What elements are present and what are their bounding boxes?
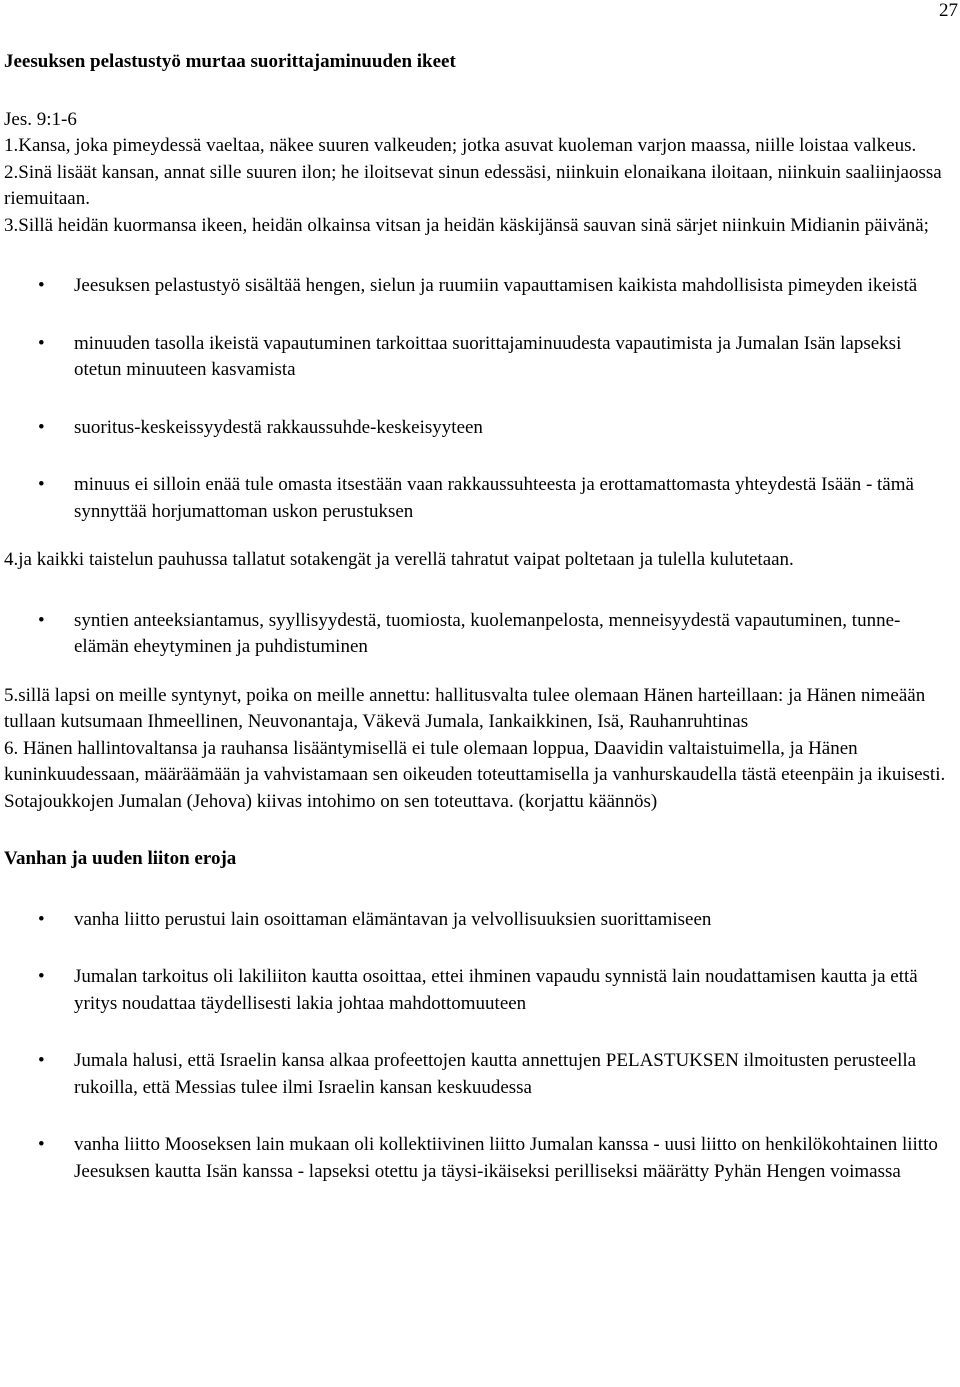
bullet-list-3 — [4, 907, 949, 1186]
list-item: • syntien anteeksiantamus, syyllisyydestä, tuomiosta, kuolemanpelosta, menneisyydestä vapautuminen, tunne-elämän eheytyminen ja puhdistuminen — [38, 609, 901, 657]
bullet-icon: • — [38, 1050, 45, 1071]
verse-5: 5.sillä lapsi on meille syntynyt, poika on meille annettu: hallitusvalta tulee olemaan Hänen harteillaan: ja Hänen nimeään tullaan kutsumaan Ihmeellinen, Neuvonantaja, Väkevä Jumala, Iankaikkinen, Isä, Rauhanruhtinas — [4, 684, 926, 732]
bullet-icon: • — [38, 332, 45, 354]
bullet-list-1 — [4, 273, 949, 525]
bullet-icon: • — [38, 609, 45, 631]
bullet-icon: • — [38, 1134, 45, 1155]
list-item: • minuus ei silloin enää tule omasta itsestään vaan rakkaussuhteesta ja erottamattomasta yhteydestä Isään - tämä synnyttää horjumattoman uskon perustuksen — [38, 474, 914, 522]
list-item: • vanha liitto perustui lain osoittaman elämäntavan ja velvollisuuksien suorittamiseen — [4, 907, 949, 934]
bullet-list-2 — [4, 608, 949, 661]
list-item: • vanha liitto Mooseksen lain mukaan oli kollektiivinen liitto Jumalan kanssa - uusi liitto on henkilökohtainen liitto Jeesuksen kautta Isän kanssa - lapseksi otettu ja täysi-ikäiseksi perilliseksi määrätty Pyhän Hengen voimassa — [38, 1134, 938, 1182]
verse-6: 6. Hänen hallintovaltansa ja rauhansa lisääntymisellä ei tule olemaan loppua, Daavidin valtaistuimella, ja Hänen kuninkuudessaan, määräämään ja vahvistamaan sen oikeuden toteuttamisella ja vanhurskaudella tästä eteenpäin ja ikuisesti. Sotajoukkojen Jumalan (Jehova) kiivas intohimo on sen toteuttava. (korjattu käännös) — [4, 737, 946, 812]
document-body — [4, 49, 949, 1185]
list-item: • Jeesuksen pelastustyö sisältää hengen, sielun ja ruumiin vapauttamisen kaikista mahdollisista pimeyden ikeistä — [4, 273, 949, 300]
section-heading-2: Vanhan ja uuden liiton eroja — [4, 848, 237, 869]
verse-1: 1.Kansa, joka pimeydessä vaeltaa, näkee suuren valkeuden; jotka asuvat kuoleman varjon maassa, niille loistaa valkeus. — [4, 135, 917, 156]
verse-4: 4.ja kaikki taistelun pauhussa tallatut sotakengät ja verellä tahratut vaipat poltetaan ja tulella kulutetaan. — [4, 549, 794, 570]
bullet-icon: • — [38, 416, 45, 438]
page-number: 27 — [939, 0, 958, 21]
list-item: • suoritus-keskeissyydestä rakkaussuhde-keskeisyyteen — [4, 415, 949, 442]
verse-3: 3.Sillä heidän kuormansa ikeen, heidän olkainsa vitsan ja heidän käskijänsä sauvan sinä särjet niinkuin Midianin päivänä; — [4, 214, 929, 236]
bullet-icon: • — [38, 275, 45, 296]
bullet-icon: • — [38, 966, 45, 987]
list-item: • Jumala halusi, että Israelin kansa alkaa profeettojen kautta annettujen PELASTUKSEN ilmoitusten perusteella rukoilla, että Messias tulee ilmi Israelin kansan keskuudessa — [38, 1050, 917, 1098]
section-heading-1: Jeesuksen pelastustyö murtaa suorittajaminuuden ikeet — [4, 51, 456, 72]
verse-2: 2.Sinä lisäät kansan, annat sille suuren ilon; he iloitsevat sinun edessäsi, niinkuin elonaikana iloitaan, niinkuin saaliinjaossa riemuitaan. — [4, 161, 942, 209]
bullet-icon: • — [38, 908, 45, 930]
list-item: • minuuden tasolla ikeistä vapautuminen tarkoittaa suorittajaminuudesta vapautimista ja Jumalan Isän lapseksi otetun minuuteen kasvamista — [38, 332, 902, 380]
scripture-reference: Jes. 9:1-6 — [4, 108, 77, 130]
bullet-icon: • — [38, 474, 45, 495]
list-item: • Jumalan tarkoitus oli lakiliiton kautta osoittaa, ettei ihminen vapaudu synnistä lain noudattamisen kautta ja että yritys noudattaa täydellisesti lakia johtaa mahdottomuuteen — [38, 966, 918, 1014]
